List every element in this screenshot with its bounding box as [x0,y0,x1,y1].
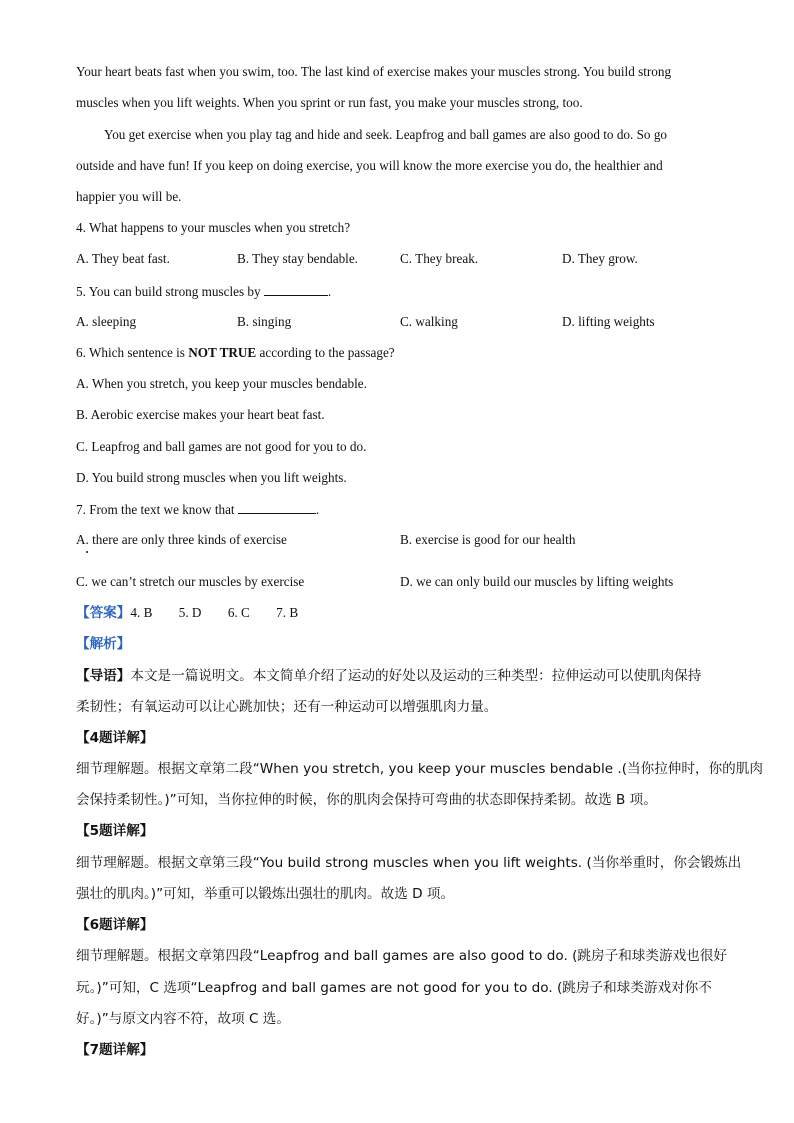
guide-tag: 【导语】 [76,668,131,684]
detail-6-line: 细节理解题。根据文章第四段“Leapfrog and ball games are also good to do. (跳房子和球类游戏也很好 [76,948,727,964]
question-5-option-b: B. singing [237,314,292,329]
detail-4-line: 细节理解题。根据文章第二段“When you stretch, you keep your muscles bendable .(当你拉伸时，你的肌肉 [76,761,763,777]
question-7-stem-row [76,500,319,519]
question-5-stem-end: . [327,284,332,299]
question-7-option-c: C. we can’t stretch our muscles by exercise [76,574,305,589]
question-4-option-d: D. They grow. [562,251,638,266]
guide-paragraph-line: 柔韧性；有氧运动可以让心跳加快；还有一种运动可以增强肌肉力量。 [76,699,498,715]
answer-tag: 【答案】 [76,605,131,621]
detail-4-line: 会保持柔韧性。)”可知，当你拉伸的时候，你的肌肉会保持可弯曲的状态即保持柔韧。故选 B 项。 [76,792,657,808]
analysis-tag [76,635,130,653]
passage-line: outside and have fun! If you keep on doing exercise, you will know the more exercise you do, the healthier and [76,158,663,173]
question-7-option-b: B. exercise is good for our health [400,532,576,547]
answer-blank [264,282,328,296]
question-5-option-a: A. sleeping [76,314,137,329]
question-5-option-d: D. lifting weights [562,314,655,329]
question-6-stem-pre: 6. Which sentence is [76,345,189,360]
detail-6-line: 好。)”与原文内容不符，故项 C 选。 [76,1011,290,1027]
question-6-emphasis: NOT TRUE [188,345,257,360]
detail-5-line: 细节理解题。根据文章第三段“You build strong muscles when you lift weights. (当你举重时，你会锻炼出 [76,855,742,871]
guide-paragraph-line [76,667,701,685]
detail-5-heading: 【5题详解】 [76,823,154,839]
question-4-option-c: C. They break. [400,251,479,266]
detail-4-heading: 【4题详解】 [76,730,154,746]
passage-line: Your heart beats fast when you swim, too. The last kind of exercise makes your muscles strong. You build strong [76,64,672,79]
detail-6-line: 玩。)”可知，C 选项“Leapfrog and ball games are not good for you to do. (跳房子和球类游戏对你不 [76,980,712,996]
question-6-option-a: A. When you stretch, you keep your muscles bendable. [76,376,367,391]
question-5-stem: 5. You can build strong muscles by [76,284,261,299]
question-5-stem-row [76,282,331,301]
answer-blank [238,500,316,514]
answer-row [76,604,298,622]
answer-values: 4. B 5. D 6. C 7. B [130,605,299,620]
question-5-option-c: C. walking [400,314,458,329]
option-mark-dot [86,551,88,553]
guide-text: 本文是一篇说明文。本文简单介绍了运动的好处以及运动的三种类型：拉伸运动可以使肌肉保持 [130,668,702,684]
question-6-option-d: D. You build strong muscles when you lift weights. [76,470,347,485]
question-6-option-b: B. Aerobic exercise makes your heart beat fast. [76,407,325,422]
question-6-option-c: C. Leapfrog and ball games are not good for you to do. [76,439,367,454]
question-4-option-b: B. They stay bendable. [237,251,358,266]
detail-7-heading: 【7题详解】 [76,1042,154,1058]
question-7-option-d: D. we can only build our muscles by lifting weights [400,574,674,589]
question-6-stem [76,344,395,362]
question-4-stem: 4. What happens to your muscles when you stretch? [76,220,351,235]
question-6-stem-post: according to the passage? [256,345,395,360]
analysis-tag-label: 【解析】 [76,636,131,652]
passage-line: muscles when you lift weights. When you sprint or run fast, you make your muscles strong, too. [76,95,583,110]
detail-6-heading: 【6题详解】 [76,917,154,933]
question-7-option-a: A. there are only three kinds of exercise [76,532,287,547]
passage-line: You get exercise when you play tag and hide and seek. Leapfrog and ball games are also good to do. So go [104,127,668,142]
detail-5-line: 强壮的肌肉。)”可知，举重可以锻炼出强壮的肌肉。故选 D 项。 [76,886,455,902]
question-7-stem-end: . [315,502,320,517]
question-7-stem: 7. From the text we know that [76,502,235,517]
question-4-option-a: A. They beat fast. [76,251,170,266]
passage-line: happier you will be. [76,189,182,204]
